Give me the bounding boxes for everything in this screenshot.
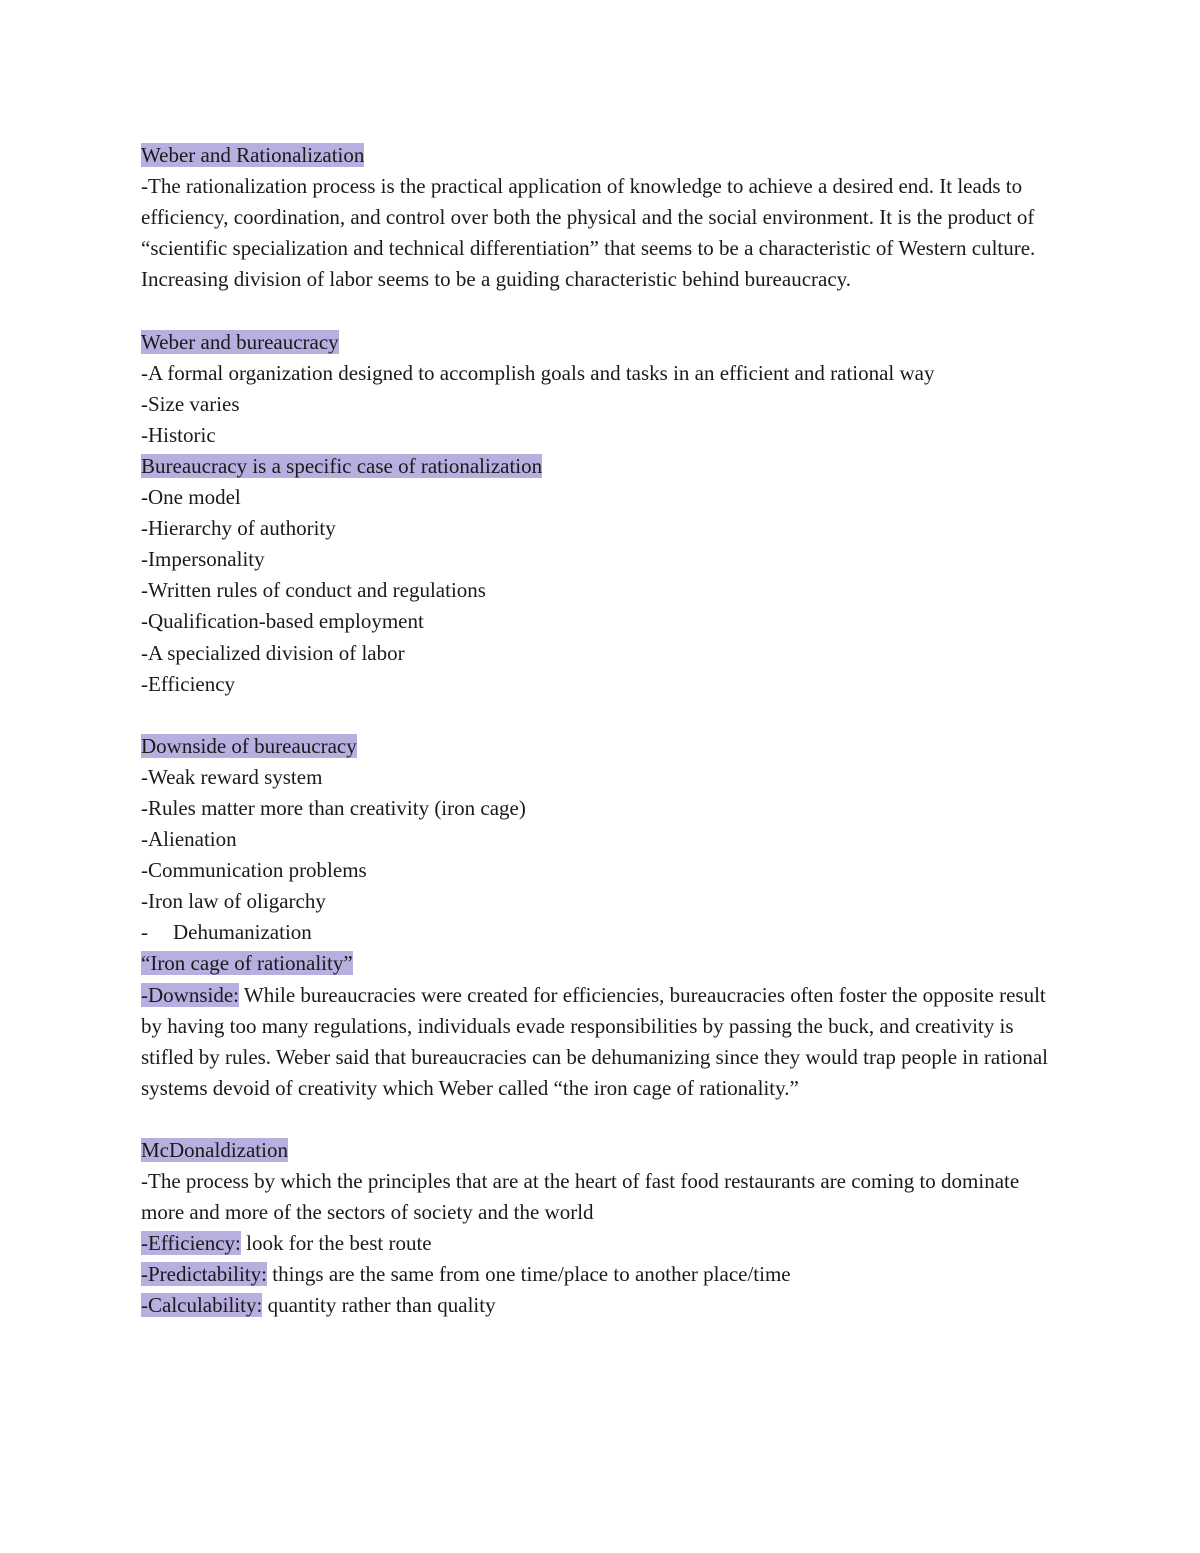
blank-line	[141, 295, 1066, 326]
iron-cage-body: While bureaucracies were created for efficiencies, bureaucracies often foster the opposite result by having too many regulations, individuals evade responsibilities by passing the buck, and creativity is stifled by rules. Weber said that bureaucracies can be dehumanizing since they would trap people in rational systems devoid of creativity which Weber called “the iron cage of rationality.”	[141, 982, 1049, 1100]
heading-highlight: Weber and bureaucracy	[141, 329, 339, 354]
term-predictability	[141, 1259, 1066, 1290]
section-heading-specific-case	[141, 451, 1066, 482]
list-item: -Historic	[141, 422, 216, 447]
list-item: -Iron law of oligarchy	[141, 889, 326, 914]
mcdonaldization-paragraph: -The process by which the principles that are at the heart of fast food restaurants are coming to dominate more and more of the sectors of society and the world	[141, 1169, 1020, 1225]
iron-cage-paragraph	[141, 980, 1066, 1104]
blank-line	[141, 700, 1066, 731]
list-item: -Communication problems	[141, 858, 367, 883]
section-heading-mcdonaldization	[141, 1135, 1066, 1166]
heading-highlight: McDonaldization	[141, 1138, 288, 1162]
term-definition: look for the best route	[240, 1231, 432, 1256]
term-highlight: -Calculability:	[141, 1293, 263, 1318]
heading-highlight: Weber and Rationalization	[141, 143, 365, 167]
term-definition: things are the same from one time/place to another place/time	[266, 1262, 791, 1287]
list-item: -Size varies	[141, 391, 240, 416]
list-item: -A specialized division of labor	[141, 640, 405, 665]
list-item: -Alienation	[141, 827, 237, 852]
list-dash: -	[141, 920, 148, 945]
list-item-text: Dehumanization	[173, 920, 312, 945]
list-item: -Qualification-based employment	[141, 609, 424, 634]
heading-highlight: Bureaucracy is a specific case of rationalization	[141, 453, 543, 478]
section-heading-iron-cage	[141, 948, 1066, 979]
list-item: -Impersonality	[141, 547, 265, 572]
list-item: -A formal organization designed to accomplish goals and tasks in an efficient and rational way	[141, 360, 935, 385]
list-item-dehumanization	[141, 917, 1066, 948]
heading-highlight: Downside of bureaucracy	[141, 733, 357, 758]
term-efficiency	[141, 1228, 1066, 1259]
rationalization-paragraph: -The rationalization process is the practical application of knowledge to achieve a desired end. It leads to efficiency, coordination, and control over both the physical and the social environment. It is the product of “scientific specialization and technical differentiation” that seems to be a characteristic of Western culture. Increasing division of labor seems to be a guiding characteristic behind bureaucracy.	[141, 174, 1036, 292]
blank-line	[141, 1104, 1066, 1135]
list-item: -Hierarchy of authority	[141, 516, 336, 541]
list-item: -Efficiency	[141, 671, 236, 696]
document-page	[141, 140, 1066, 1322]
list-item: -Written rules of conduct and regulations	[141, 578, 486, 603]
list-item: -Weak reward system	[141, 764, 323, 789]
term-calculability	[141, 1290, 1066, 1321]
list-item: -Rules matter more than creativity (iron cage)	[141, 795, 526, 820]
section-heading-rationalization	[141, 140, 1066, 171]
term-highlight: -Predictability:	[141, 1262, 267, 1287]
downside-label-highlight: -Downside:	[141, 982, 239, 1007]
term-definition: quantity rather than quality	[262, 1293, 496, 1318]
term-highlight: -Efficiency:	[141, 1231, 241, 1256]
section-heading-downside	[141, 731, 1066, 762]
section-heading-bureaucracy	[141, 327, 1066, 358]
heading-highlight: “Iron cage of rationality”	[141, 951, 353, 976]
list-item: -One model	[141, 485, 241, 510]
